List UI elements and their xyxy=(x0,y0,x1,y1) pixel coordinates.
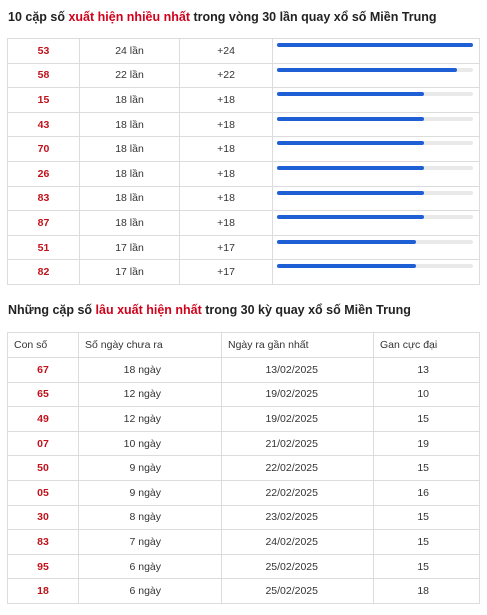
table-row xyxy=(8,554,480,579)
frequency-bar xyxy=(277,215,424,219)
frequency-bar-cell xyxy=(273,112,480,137)
days-missing: 6 ngày xyxy=(79,554,222,579)
max-gap: 13 xyxy=(374,358,480,383)
last-date: 21/02/2025 xyxy=(222,431,374,456)
last-date: 22/02/2025 xyxy=(222,456,374,481)
days-missing: 7 ngày xyxy=(79,530,222,555)
pair-number: 82 xyxy=(8,260,80,285)
frequency-bar xyxy=(277,166,424,170)
last-date: 22/02/2025 xyxy=(222,480,374,505)
days-missing: 8 ngày xyxy=(79,505,222,530)
days-missing: 9 ngày xyxy=(79,456,222,481)
table-header-row xyxy=(8,333,480,358)
table-row xyxy=(8,63,480,88)
section2-title: Những cặp số lâu xuất hiện nhất trong 30 kỳ quay xổ số Miền Trung xyxy=(8,303,411,317)
pair-diff: +18 xyxy=(180,211,273,236)
table-row xyxy=(8,186,480,211)
table-row xyxy=(8,235,480,260)
pair-diff: +22 xyxy=(180,63,273,88)
overdue-number: 83 xyxy=(8,530,79,555)
days-missing: 12 ngày xyxy=(79,382,222,407)
frequency-bar-track xyxy=(277,43,473,47)
pair-number: 43 xyxy=(8,112,80,137)
frequency-bar-track xyxy=(277,92,473,96)
frequency-bar-cell xyxy=(273,186,480,211)
frequency-bar-cell xyxy=(273,39,480,64)
last-date: 19/02/2025 xyxy=(222,407,374,432)
max-gap: 15 xyxy=(374,554,480,579)
max-gap: 15 xyxy=(374,456,480,481)
days-missing: 12 ngày xyxy=(79,407,222,432)
last-date: 23/02/2025 xyxy=(222,505,374,530)
table-row xyxy=(8,579,480,604)
frequency-bar-cell xyxy=(273,161,480,186)
last-date: 25/02/2025 xyxy=(222,579,374,604)
table-row xyxy=(8,161,480,186)
frequency-bar-cell xyxy=(273,211,480,236)
frequency-bar-cell xyxy=(273,63,480,88)
overdue-number: 50 xyxy=(8,456,79,481)
pair-count: 18 lần xyxy=(80,161,180,186)
overdue-number: 95 xyxy=(8,554,79,579)
overdue-number: 49 xyxy=(8,407,79,432)
pair-diff: +18 xyxy=(180,161,273,186)
table-row xyxy=(8,358,480,383)
overdue-number: 07 xyxy=(8,431,79,456)
pair-number: 51 xyxy=(8,235,80,260)
pair-number: 83 xyxy=(8,186,80,211)
pair-count: 18 lần xyxy=(80,137,180,162)
frequency-bar xyxy=(277,92,424,96)
pair-count: 18 lần xyxy=(80,186,180,211)
frequency-bar-track xyxy=(277,215,473,219)
max-gap: 18 xyxy=(374,579,480,604)
frequency-bar-track xyxy=(277,166,473,170)
header-con-so: Con số xyxy=(8,333,79,358)
pair-number: 53 xyxy=(8,39,80,64)
pair-diff: +24 xyxy=(180,39,273,64)
pair-number: 70 xyxy=(8,137,80,162)
table-row xyxy=(8,382,480,407)
section1-title-highlight: xuất hiện nhiều nhất xyxy=(68,10,190,24)
table-row xyxy=(8,505,480,530)
max-gap: 19 xyxy=(374,431,480,456)
pair-diff: +17 xyxy=(180,260,273,285)
frequency-bar-track xyxy=(277,141,473,145)
days-missing: 10 ngày xyxy=(79,431,222,456)
overdue-pairs-table xyxy=(7,332,480,604)
frequency-bar xyxy=(277,240,416,244)
table-row xyxy=(8,407,480,432)
section2-title-highlight: lâu xuất hiện nhất xyxy=(95,303,202,317)
pair-count: 18 lần xyxy=(80,211,180,236)
overdue-number: 18 xyxy=(8,579,79,604)
pair-diff: +17 xyxy=(180,235,273,260)
frequency-bar-cell xyxy=(273,235,480,260)
overdue-number: 30 xyxy=(8,505,79,530)
section1-title: 10 cặp số xuất hiện nhiều nhất trong vòng 30 lần quay xổ số Miền Trung xyxy=(8,10,437,24)
frequency-bar-track xyxy=(277,264,473,268)
frequency-bar-track xyxy=(277,117,473,121)
header-gan: Gan cực đại xyxy=(374,333,480,358)
overdue-number: 67 xyxy=(8,358,79,383)
frequency-bar-cell xyxy=(273,88,480,113)
pair-count: 17 lần xyxy=(80,235,180,260)
pair-count: 22 lần xyxy=(80,63,180,88)
last-date: 24/02/2025 xyxy=(222,530,374,555)
table-row xyxy=(8,112,480,137)
max-gap: 10 xyxy=(374,382,480,407)
max-gap: 15 xyxy=(374,505,480,530)
last-date: 19/02/2025 xyxy=(222,382,374,407)
pair-count: 17 lần xyxy=(80,260,180,285)
table-row xyxy=(8,88,480,113)
frequency-bar-cell xyxy=(273,137,480,162)
frequency-bar xyxy=(277,68,457,72)
max-gap: 15 xyxy=(374,407,480,432)
header-so-ngay: Số ngày chưa ra xyxy=(79,333,222,358)
pair-diff: +18 xyxy=(180,186,273,211)
days-missing: 18 ngày xyxy=(79,358,222,383)
table-row xyxy=(8,530,480,555)
pair-count: 18 lần xyxy=(80,112,180,137)
pair-diff: +18 xyxy=(180,88,273,113)
frequency-bar xyxy=(277,191,424,195)
frequency-bar xyxy=(277,43,473,47)
last-date: 13/02/2025 xyxy=(222,358,374,383)
table-row xyxy=(8,260,480,285)
frequency-bar-track xyxy=(277,240,473,244)
frequency-bar xyxy=(277,117,424,121)
header-ngay-ra: Ngày ra gần nhất xyxy=(222,333,374,358)
overdue-number: 05 xyxy=(8,480,79,505)
days-missing: 9 ngày xyxy=(79,480,222,505)
max-gap: 15 xyxy=(374,530,480,555)
table-row xyxy=(8,456,480,481)
frequent-pairs-table xyxy=(7,38,480,285)
table-row xyxy=(8,211,480,236)
frequency-bar-cell xyxy=(273,260,480,285)
pair-diff: +18 xyxy=(180,137,273,162)
frequency-bar xyxy=(277,141,424,145)
table-row xyxy=(8,137,480,162)
days-missing: 6 ngày xyxy=(79,579,222,604)
last-date: 25/02/2025 xyxy=(222,554,374,579)
pair-count: 24 lần xyxy=(80,39,180,64)
max-gap: 16 xyxy=(374,480,480,505)
frequency-bar xyxy=(277,264,416,268)
table-row xyxy=(8,480,480,505)
table-row xyxy=(8,39,480,64)
overdue-number: 65 xyxy=(8,382,79,407)
pair-count: 18 lần xyxy=(80,88,180,113)
frequency-bar-track xyxy=(277,68,473,72)
pair-number: 15 xyxy=(8,88,80,113)
frequency-bar-track xyxy=(277,191,473,195)
table-row xyxy=(8,431,480,456)
pair-number: 26 xyxy=(8,161,80,186)
pair-diff: +18 xyxy=(180,112,273,137)
pair-number: 87 xyxy=(8,211,80,236)
pair-number: 58 xyxy=(8,63,80,88)
